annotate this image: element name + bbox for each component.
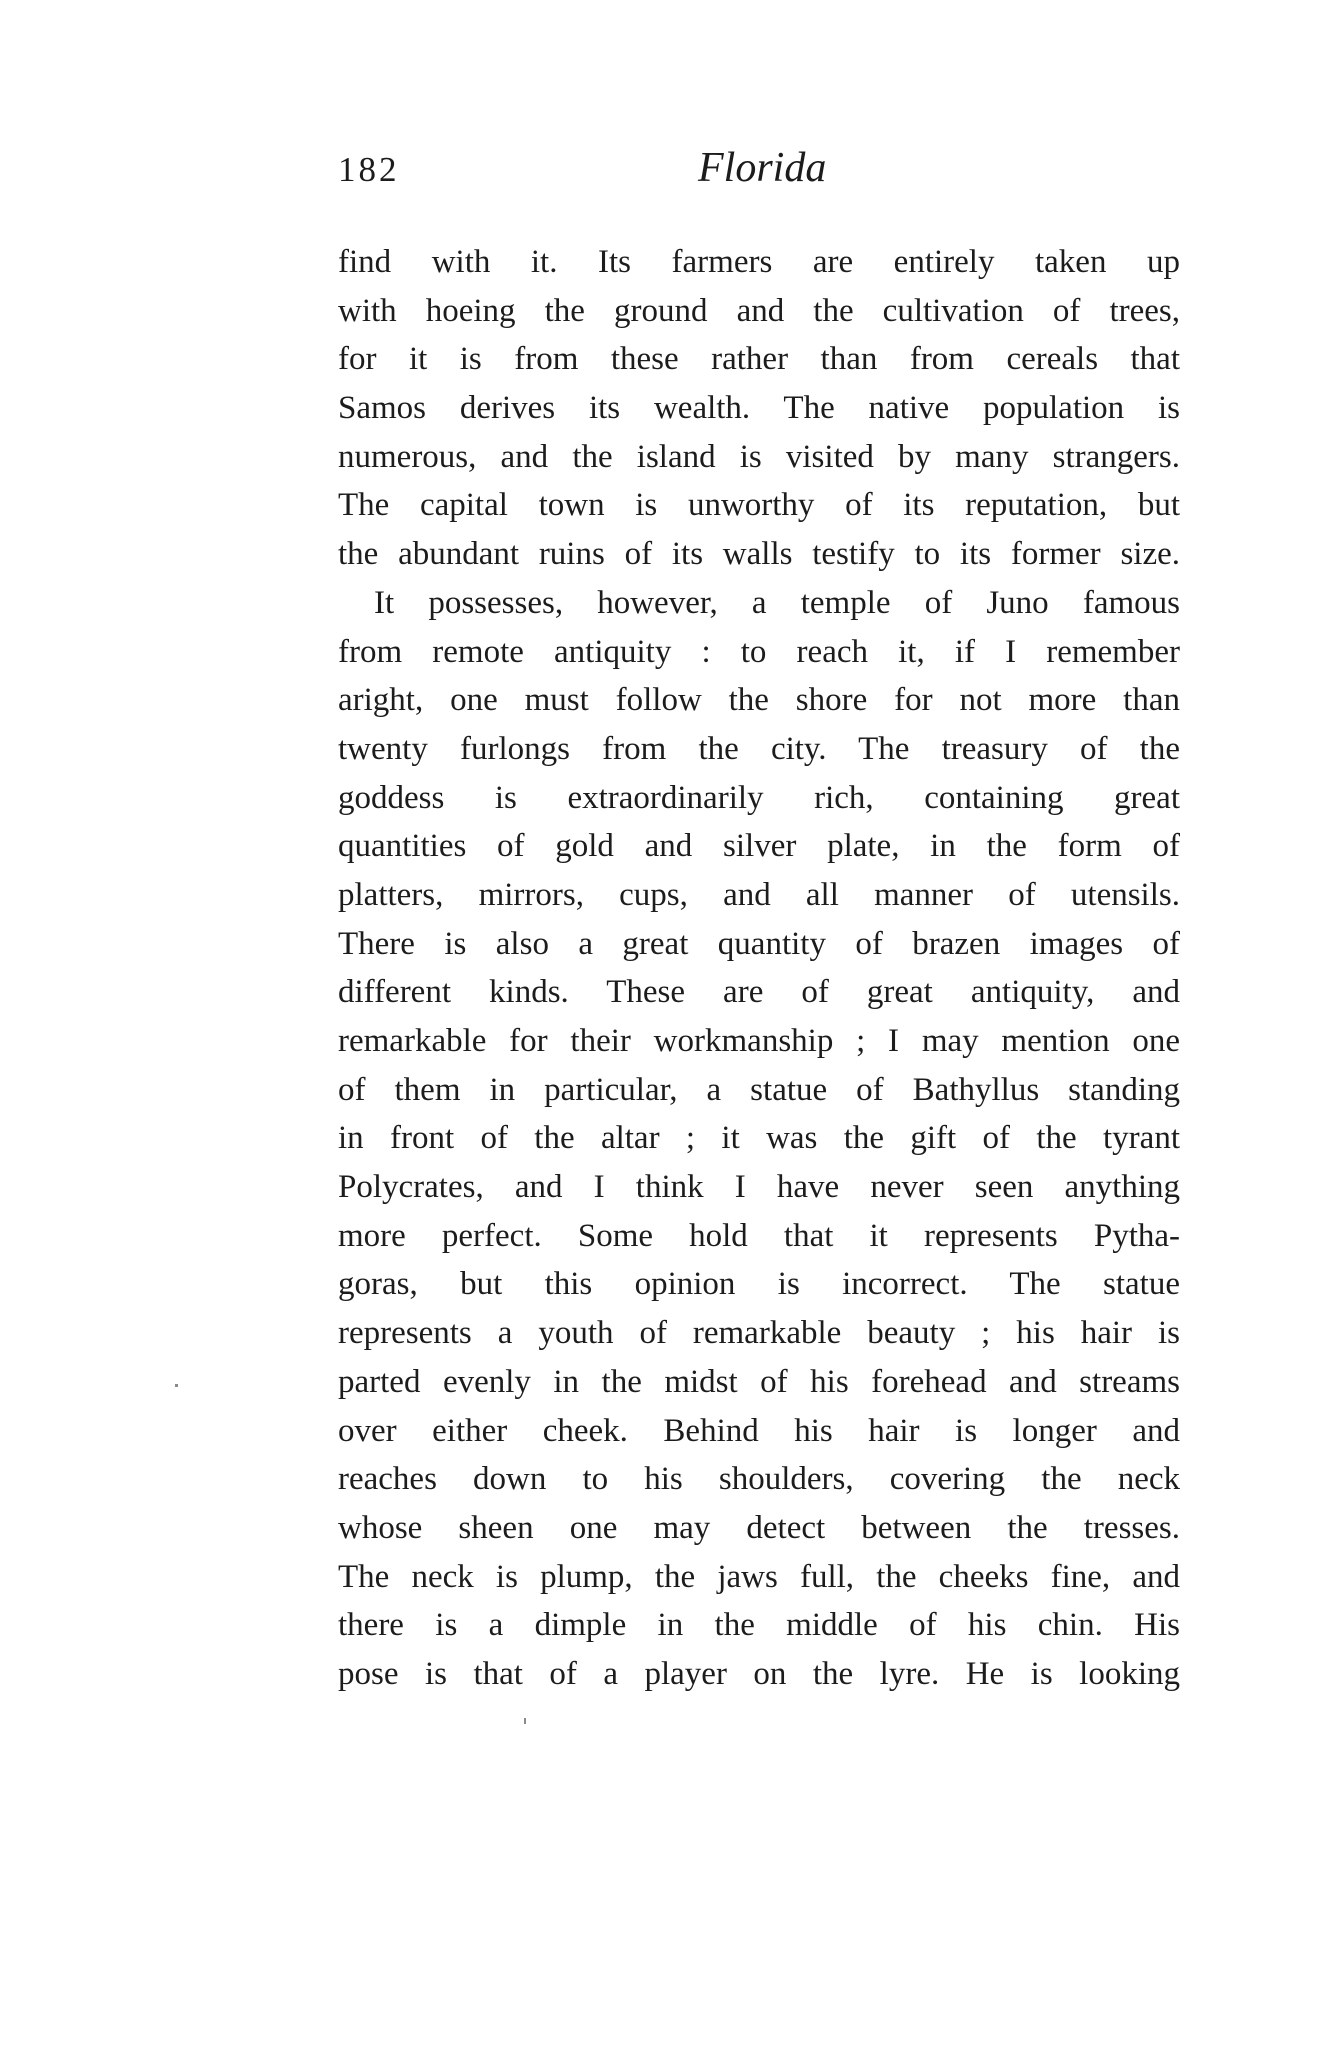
page-number: 182 [338,150,400,189]
running-head [338,145,1180,210]
text-line: different kinds. These are of great antiquity, and [338,974,1180,1011]
text-line: the abundant ruins of its walls testify to its former size. [338,536,1180,573]
text-line: there is a dimple in the middle of his chin. His [338,1607,1180,1644]
text-line: goddess is extraordinarily rich, containing great [338,779,1180,816]
text-line: Samos derives its wealth. The native population is [338,390,1180,427]
text-line: pose is that of a player on the lyre. He is looking [338,1655,1180,1692]
text-line: There is also a great quantity of brazen images of [338,925,1180,962]
text-line: from remote antiquity : to reach it, if I remember [338,633,1180,670]
text-line: parted evenly in the midst of his forehead and streams [338,1363,1180,1400]
running-title: Florida [698,145,827,191]
text-line: represents a youth of remarkable beauty ; his hair is [338,1315,1180,1352]
text-line: find with it. Its farmers are entirely taken up [338,244,1180,280]
text-line: over either cheek. Behind his hair is longer and [338,1412,1180,1449]
text-line: platters, mirrors, cups, and all manner of utensils. [338,876,1180,913]
paragraph-start-line: It possesses, however, a temple of Juno famous [374,584,1180,621]
scan-speck [524,1718,526,1724]
text-line: quantities of gold and silver plate, in the form of [338,828,1180,865]
body-text [338,238,1180,1699]
text-line: with hoeing the ground and the cultivation of trees, [338,292,1180,329]
text-line: Polycrates, and I think I have never seen anything [338,1169,1180,1206]
scan-speck [175,1384,178,1387]
text-line: goras, but this opinion is incorrect. The statue [338,1266,1180,1303]
text-line: reaches down to his shoulders, covering the neck [338,1461,1180,1498]
text-line: of them in particular, a statue of Bathyllus standing [338,1071,1180,1108]
text-line: whose sheen one may detect between the tresses. [338,1509,1180,1546]
text-line: in front of the altar ; it was the gift of the tyrant [338,1120,1180,1157]
text-line: numerous, and the island is visited by many strangers. [338,438,1180,475]
text-line: remarkable for their workmanship ; I may mention one [338,1023,1180,1059]
text-line: twenty furlongs from the city. The treasury of the [338,730,1180,767]
text-line: aright, one must follow the shore for not more than [338,682,1180,719]
text-line: for it is from these rather than from cereals that [338,341,1180,378]
text-line: more perfect. Some hold that it represents Pytha- [338,1217,1180,1254]
text-line: The capital town is unworthy of its reputation, but [338,487,1180,524]
text-line: The neck is plump, the jaws full, the cheeks fine, and [338,1558,1180,1595]
